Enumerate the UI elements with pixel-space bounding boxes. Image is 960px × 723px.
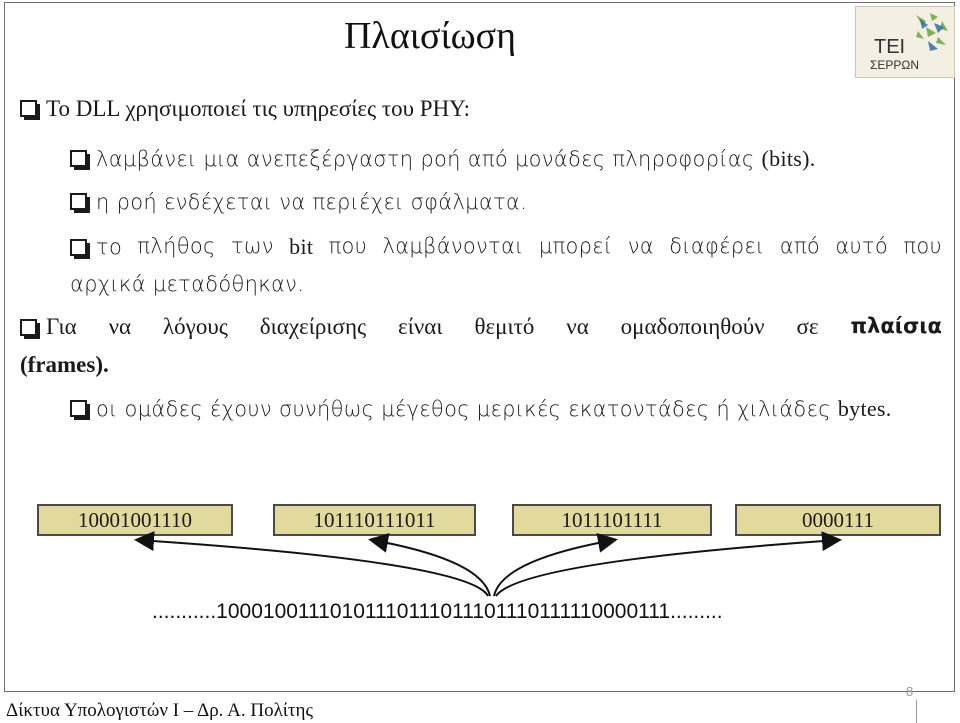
bullet-text-en: (bits). [761, 146, 816, 171]
word: που [903, 234, 942, 258]
first-word-group [20, 314, 77, 340]
bullet-level1-justified [20, 314, 942, 340]
bullet-text: οι ομάδες έχουν συνήθως μέγεθος μερικές εκατοντάδες ή χιλιάδες [96, 397, 831, 421]
slide-title: Πλαισίωση [343, 15, 517, 57]
word: Για [46, 314, 77, 339]
word: αυτό [835, 234, 889, 258]
word: σε [796, 314, 819, 339]
first-word-group [70, 234, 122, 260]
justified-line [20, 314, 942, 340]
word: λόγους [163, 314, 228, 339]
arrow-to-frame-1 [138, 540, 488, 596]
bullet-text-en: bytes. [837, 396, 892, 421]
tei-logo [855, 6, 955, 78]
word: λαμβάνονται [382, 234, 524, 258]
bullet-text: λαμβάνει μια ανεπεξέργαστη ροή από μονάδες πληροφορίας [96, 147, 755, 171]
arrow-to-frame-4 [496, 540, 838, 596]
frame-box: 10001001110 [37, 504, 233, 536]
bitstream-text: ...........10001001110101110111011101110111110000111......... [152, 600, 723, 623]
frame-box: 101110111011 [273, 504, 476, 536]
checkbox-bullet-icon [70, 400, 87, 417]
word: είναι [398, 314, 443, 339]
grouping-arrows [0, 530, 960, 600]
word: ομαδοποιηθούν [620, 314, 765, 339]
checkbox-bullet-icon [70, 150, 87, 167]
bullet-level2 [70, 190, 527, 214]
word: πλήθος [137, 234, 216, 258]
word: να [108, 314, 132, 339]
bullet-text: Το DLL χρησιμοποιεί τις υπηρεσίες του PHY: [46, 96, 471, 121]
page-number: 8 [906, 684, 914, 699]
word: bit [289, 234, 314, 259]
word: των [230, 234, 274, 258]
word: που [328, 234, 368, 258]
logo-text: ΤΕΙ [874, 36, 906, 58]
word: να [566, 314, 589, 339]
checkbox-bullet-icon [20, 319, 37, 336]
word: θεμιτό [474, 314, 535, 339]
frame-box: 0000111 [735, 504, 941, 536]
bullet-level2 [70, 396, 892, 422]
bullet-continuation-bold: (frames). [20, 352, 109, 377]
bullet-text: η ροή ενδέχεται να περιέχει σφάλματα. [96, 190, 528, 214]
word-bold: πλαίσια [850, 314, 942, 338]
bullet-level2 [70, 146, 816, 172]
checkbox-bullet-icon [20, 100, 37, 117]
bullet-continuation: αρχικά μεταδόθηκαν. [70, 272, 305, 296]
page-number-divider [916, 700, 917, 723]
word: διαχείρισης [259, 314, 367, 339]
frame-box: 1011101111 [512, 504, 712, 536]
footer-text: Δίκτυα Υπολογιστών Ι – Δρ. Α. Πολίτης [6, 700, 313, 721]
word: να [627, 234, 654, 258]
checkbox-bullet-icon [70, 239, 87, 256]
bullet-level1 [20, 96, 470, 122]
justified-line [70, 234, 942, 260]
logo-subtext: ΣΕΡΡΩΝ [870, 58, 920, 72]
arrow-to-frame-2 [372, 540, 490, 596]
checkbox-bullet-icon [70, 193, 87, 210]
arrow-to-frame-3 [494, 540, 614, 596]
word: το [96, 235, 123, 259]
bullet-level2-justified [70, 234, 942, 260]
tei-logo-icon [856, 7, 956, 79]
word: από [779, 234, 821, 258]
word: μπορεί [538, 234, 613, 258]
word: διαφέρει [669, 234, 765, 258]
